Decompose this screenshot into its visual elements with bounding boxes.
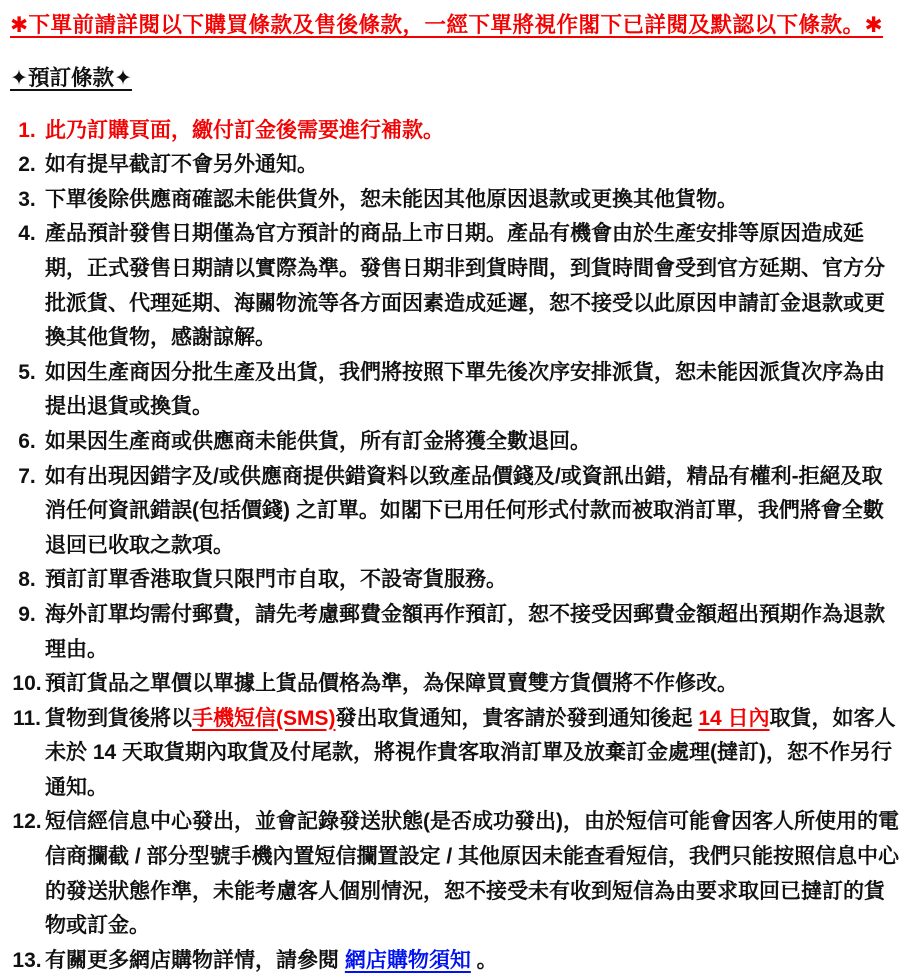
term-number: 12. <box>12 810 42 834</box>
term-number: 2. <box>18 153 36 177</box>
term-item-3 <box>10 183 901 218</box>
term-segment: 14 日內 <box>698 706 770 730</box>
term-number: 11. <box>12 706 42 730</box>
term-text <box>45 810 899 937</box>
term-text <box>45 222 885 349</box>
term-number: 4. <box>18 222 36 246</box>
term-text <box>45 119 444 142</box>
term-number: 1. <box>18 118 36 142</box>
term-segment: 如有提早截訂不會另外通知。 <box>45 153 318 177</box>
term-item-4 <box>10 217 901 355</box>
term-number: 6. <box>18 429 36 453</box>
term-number: 3. <box>18 187 36 211</box>
term-number: 9. <box>18 602 36 626</box>
term-number: 13. <box>12 948 42 972</box>
term-segment: 貨物到貨後將以 <box>45 706 192 730</box>
term-text <box>45 603 885 661</box>
term-segment: 海外訂單均需付郵費，請先考慮郵費金額再作預訂，恕不接受因郵費金額超出預期作為退款理由。 <box>45 602 885 661</box>
term-item-7 <box>10 460 901 564</box>
pre-order-notice-banner: ✱下單前請詳閱以下購買條款及售後條款，一經下單將視作閣下已詳閱及默認以下條款。✱ <box>10 13 884 37</box>
term-text <box>45 188 738 211</box>
term-segment: 手機短信(SMS) <box>192 706 336 730</box>
term-item-1 <box>10 114 901 149</box>
term-segment: 如有出現因錯字及/或供應商提供錯資料以致產品價錢及/或資訊出錯，精品有權利-拒絕及取消任何資訊錯誤(包括價錢) 之訂單。如閣下已用任何形式付款而被取消訂單，我們將會全數退回已收取之款項。 <box>45 464 884 557</box>
term-segment: 有關更多網店購物詳情，請參閱 <box>45 948 345 972</box>
term-item-12 <box>10 805 901 943</box>
term-segment: 短信經信息中心發出，並會記錄發送狀態(是否成功發出)，由於短信可能會因客人所使用的電信商攔截 / 部分型號手機內置短信攔置設定 / 其他原因未能查看短信，我們只能按照信息中心的發送狀態作準，未能考慮客人個別情況，恕不接受未有收到短信為由要求取回已撻訂的貨物或訂金。 <box>45 810 900 938</box>
term-segment: 如因生產商因分批生產及出貨，我們將按照下單先後次序安排派貨，恕未能因派貨次序為由提出退貨或換貨。 <box>45 360 885 419</box>
term-number: 10. <box>12 672 42 696</box>
term-item-9 <box>10 598 901 667</box>
term-segment: 取貨，如客人未於 14 天取貨期內取貨及付尾款，將視作貴客取消訂單及放棄訂金處理(撻訂)，恕不作另行通知。 <box>45 706 896 799</box>
term-text <box>45 568 507 591</box>
term-segment: 預訂貨品之單價以單據上貨品價格為準，為保障買賣雙方貨價將不作修改。 <box>45 672 738 696</box>
term-segment: 如果因生產商或供應商未能供貨，所有訂金將獲全數退回。 <box>45 429 591 453</box>
term-segment: 。 <box>470 948 498 972</box>
term-item-10 <box>10 667 901 702</box>
term-text <box>45 672 738 695</box>
term-text <box>45 361 885 419</box>
term-item-5 <box>10 356 901 425</box>
term-number: 5. <box>18 360 36 384</box>
term-text <box>45 465 884 557</box>
term-item-2 <box>10 148 901 183</box>
term-text <box>45 949 498 972</box>
term-number: 7. <box>18 464 36 488</box>
term-segment: 此乃訂購頁面，繳付訂金後需要進行補款。 <box>45 118 444 142</box>
term-text <box>45 430 591 453</box>
term-segment: 產品預計發售日期僅為官方預計的商品上市日期。產品有機會由於生產安排等原因造成延期，正式發售日期請以實際為準。發售日期非到貨時間，到貨時間會受到官方延期、官方分批派貨、代理延期、海關物流等各方面因素造成延遲，恕不接受以此原因申請訂金退款或更換其他貨物，感謝諒解。 <box>45 222 885 350</box>
term-item-8 <box>10 563 901 598</box>
term-segment: 下單後除供應商確認未能供貨外，恕未能因其他原因退款或更換其他貨物。 <box>45 187 738 211</box>
term-number: 8. <box>18 568 36 592</box>
terms-list <box>10 114 901 978</box>
term-item-11 <box>10 702 901 806</box>
term-segment: 發出取貨通知，貴客請於發到通知後起 <box>335 706 699 730</box>
term-item-6 <box>10 425 901 460</box>
term-text <box>45 707 896 799</box>
store-shopping-guide-link[interactable]: 網店購物須知 <box>344 948 471 972</box>
term-segment: 預訂訂單香港取貨只限門市自取，不設寄貨服務。 <box>45 568 507 592</box>
term-text <box>45 153 318 176</box>
section-title-preorder-terms: ✦預訂條款✦ <box>10 66 133 90</box>
term-item-13 <box>10 944 901 978</box>
